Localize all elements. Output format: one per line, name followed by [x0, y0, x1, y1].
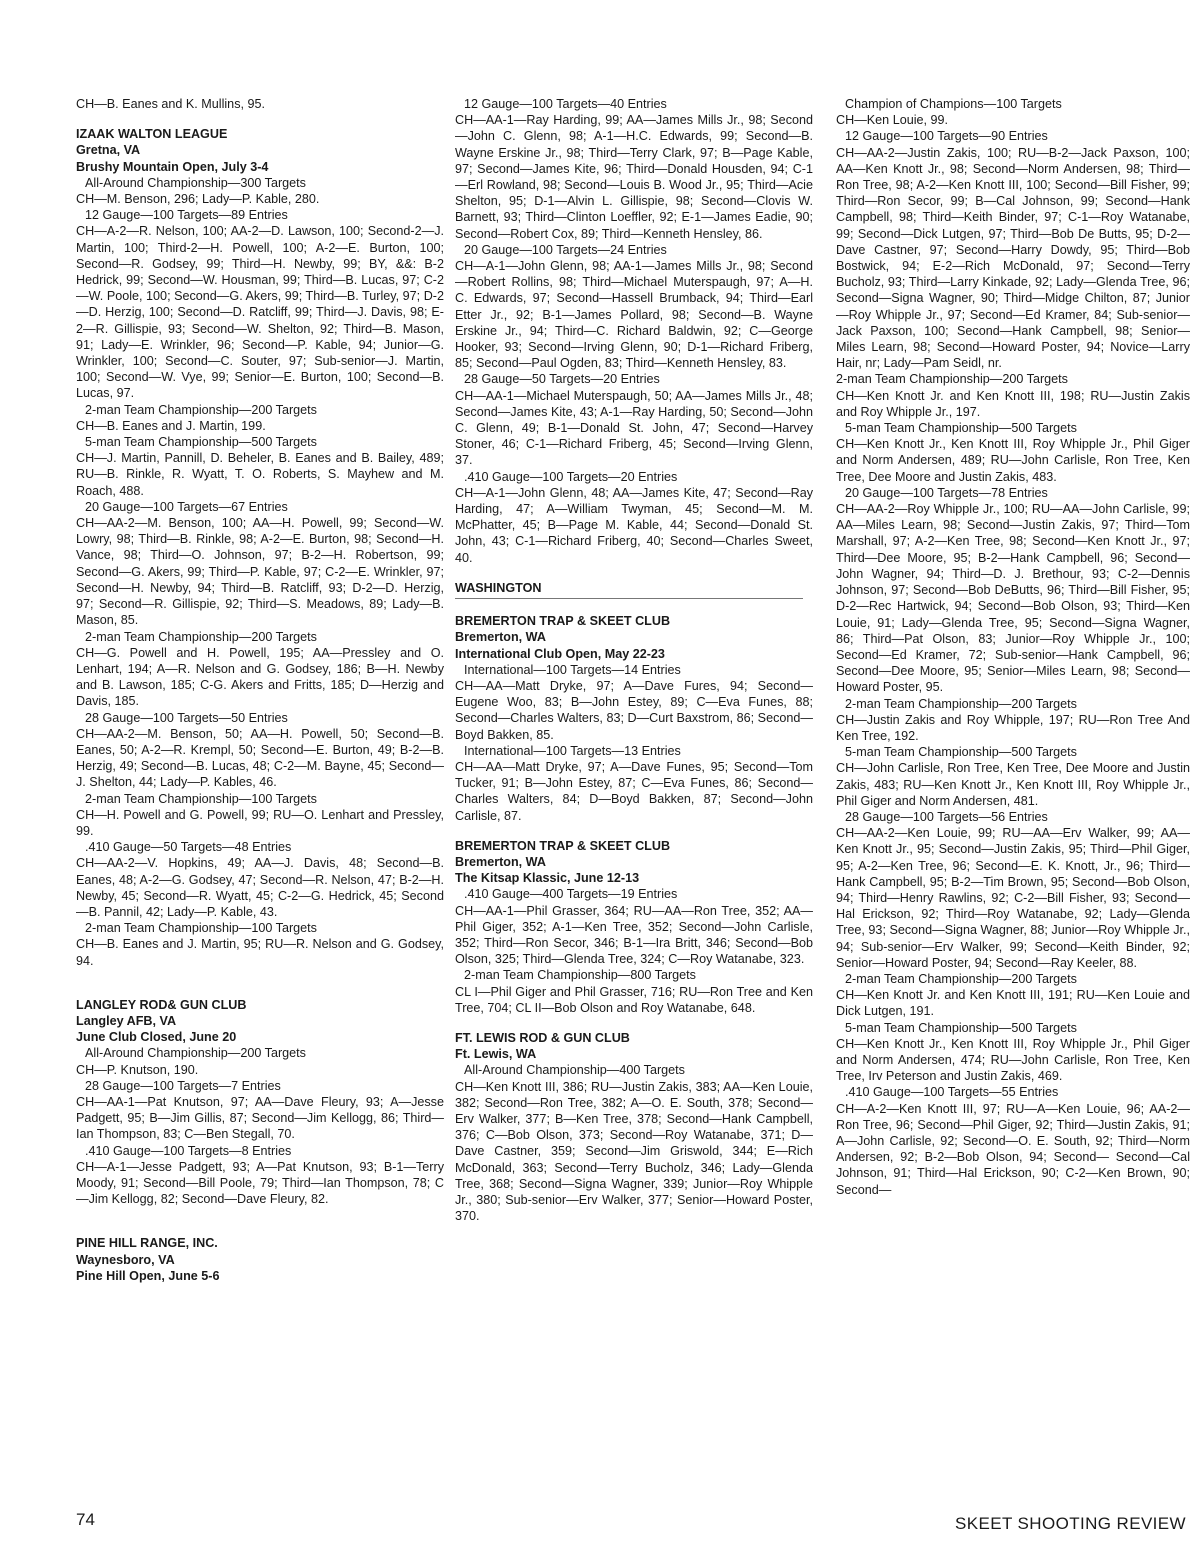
- results-paragraph: CH—AA-2—Roy Whipple Jr., 100; RU—AA—John Carlisle, 99; AA—Miles Learn, 98; Second—Justin Zakis, 97; Third—Tom Marshall, 97; A-2—Ken Tree, 98; Second—Ken Knott Jr., 97; Third—Dee Moore, 95; B-2—Hank Campbell, 96; Second—John Wagner, 94; Third—D. J. Brethour, 93; C-2—Dennis Johnson, 97; Second—Bob DeButts, 96; Third—Bill Fisher, 95; D-2—Rec Hartwick, 94; Second—Bob Olson, 93; Third—Ken Louie, 91; Lady—Glenda Tree, 95; Second—Signa Wagner, 86; Third—Pat Olson, 83; Junior—Roy Whipple Jr., 100; Second—Ed Kramer, 72; Sub-senior—Hank Campbell, 96; Second—Dee Moore, 95; Senior—Miles Learn, 98; Second—Howard Poster, 95.: [836, 502, 1190, 695]
- results-paragraph: CH—AA-1—Pat Knutson, 97; AA—Dave Fleury, 93; A—Jesse Padgett, 95; B—Jim Gillis, 87; Second—Jim Kellogg, 86; Third—Ian Thompson, 83; C—Ben Stegall, 70.: [76, 1094, 444, 1142]
- results-paragraph: 28 Gauge—100 Targets—50 Entries: [85, 710, 288, 725]
- results-paragraph: .410 Gauge—100 Targets—20 Entries: [464, 469, 678, 484]
- results-paragraph: CH—A-1—John Glenn, 48; AA—James Kite, 47; Second—Ray Harding, 47; A—William Twyman, 45; Second—M. M. McPhatter, 45; B—Page M. Kable, 44; Second—Donald St. John, 43; C-1—Richard Friberg, 40; Second—Charles Sweet, 40.: [455, 485, 813, 565]
- results-paragraph: CH—AA-1—Phil Grasser, 364; RU—AA—Ron Tree, 352; AA—Phil Giger, 352; A-1—Ken Tree, 352; Second—John Carlisle, 352; Third—Ron Secor, 346; B-1—Ira Britt, 346; Second—Bob Olson, 325; Third—Glenda Tree, 324; C—Roy Watanabe, 323.: [455, 903, 813, 967]
- results-paragraph: CH—B. Eanes and J. Martin, 95; RU—R. Nelson and G. Godsey, 94.: [76, 937, 444, 968]
- section-heading: Brushy Mountain Open, July 3-4: [76, 159, 269, 174]
- results-paragraph: CH—AA—Matt Dryke, 97; A—Dave Funes, 95; Second—Tom Tucker, 91; B—John Estey, 87; C—Eva Funes, 86; Second—Charles Walters, 84; D—Boyd Bakken, 87; Second—John Carlisle, 87.: [455, 759, 813, 823]
- results-paragraph: 28 Gauge—50 Targets—20 Entries: [464, 372, 660, 387]
- column-3: [836, 96, 1190, 1198]
- section-heading: The Kitsap Klassic, June 12-13: [455, 871, 640, 886]
- results-paragraph: 20 Gauge—100 Targets—24 Entries: [464, 242, 667, 257]
- results-paragraph: 20 Gauge—100 Targets—67 Entries: [85, 499, 288, 514]
- results-paragraph: 12 Gauge—100 Targets—89 Entries: [85, 208, 288, 223]
- column-1: [76, 96, 444, 1284]
- results-paragraph: CH—AA-1—Ray Harding, 99; AA—James Mills Jr., 98; Second—John C. Glenn, 98; A-1—H.C. Edwards, 99; Second—B. Wayne Erskine Jr., 98; Third—Terry Clark, 97; B—Page Kable, 97; Second—James Kite, 96; Third—Donald Housden, 94; C-1—Erl Rowland, 98; Second—Louis B. Wood Jr., 95; Third—Acie Shelton, 95; D-1—Alvin L. Gillispie, 98; Second—Clovis W. Barnett, 93; Third—Clinton Loeffler, 92; E-1—James Eadie, 90; Second—Robert Cox, 89; Third—Kenneth Hensley, 86.: [455, 113, 813, 241]
- spacer: [455, 824, 813, 838]
- spacer: [455, 599, 813, 613]
- spacer: [455, 566, 813, 580]
- results-paragraph: CH—A-2—Ken Knott III, 97; RU—A—Ken Louie, 96; AA-2—Ron Tree, 96; Second—Phil Giger, 92; Third—Justin Zakis, 91; A—John Carlisle, 92; Second—O. E. South, 92; Third—Norm Andersen, 92; B-2—Bob Olson, 94; Second— Second—Cal Johnson, 91; Third—Hal Erickson, 90; C-2—Ken Brown, 90; Second—: [836, 1101, 1190, 1197]
- results-paragraph: CH—AA—Matt Dryke, 97; A—Dave Fures, 94; Second—Eugene Woo, 83; B—John Estey, 89; C—Eva Funes, 88; Second—Charles Walters, 83; D—Curt Baxstrom, 86; Second—Boyd Bakken, 85.: [455, 678, 813, 742]
- results-paragraph: 12 Gauge—100 Targets—40 Entries: [464, 97, 667, 111]
- section-heading: BREMERTON TRAP & SKEET CLUB: [455, 614, 671, 629]
- results-paragraph: CH—Ken Louie, 99.: [836, 113, 949, 128]
- results-paragraph: 2-man Team Championship—200 Targets: [85, 629, 317, 644]
- results-paragraph: 2-man Team Championship—200 Targets: [836, 372, 1068, 387]
- results-paragraph: CH—AA-2—Ken Louie, 99; RU—AA—Erv Walker, 99; AA—Ken Knott Jr., 95; Second—Justin Zakis, 95; Third—Phil Giger, 95; A-2—Ken Tree, 96; Second—E. K. Knott, Jr., 96; Third—Hank Campbell, 95; B-2—Tim Brown, 95; Second—Bob Olson, 94; Third—Henry Rawlins, 92; C-2—Bill Fisher, 93; Second—Hal Erickson, 92; Third—Roy Watanabe, 92; Lady—Glenda Tree, 93; Second—Signa Wagner, 88; Junior—Roy Whipple Jr., 94; Sub-senior—Erv Walker, 99; Second—Keith Binder, 92; Senior—Howard Poster, 94; Second—Ray Keeler, 88.: [836, 826, 1190, 970]
- results-paragraph: CH—G. Powell and H. Powell, 195; AA—Pressley and O. Lenhart, 194; A—R. Nelson and G. Godsey, 186; B—H. Newby and B. Lawson, 185; C-G. Akers and Fritts, 185; D—Herzig and Davis, 185.: [76, 645, 444, 709]
- section-heading: International Club Open, May 22-23: [455, 646, 665, 661]
- section-heading: Gretna, VA: [76, 143, 141, 158]
- results-paragraph: CH—Justin Zakis and Roy Whipple, 197; RU—Ron Tree And Ken Tree, 192.: [836, 712, 1190, 743]
- section-heading: Ft. Lewis, WA: [455, 1047, 537, 1062]
- results-paragraph: CH—Ken Knott Jr., Ken Knott III, Roy Whipple Jr., Phil Giger and Norm Andersen, 474; RU—John Carlisle, Ron Tree, Ken Tree, Irv Peterson and Justin Zakis, 469.: [836, 1036, 1190, 1084]
- results-paragraph: All-Around Championship—400 Targets: [464, 1063, 685, 1078]
- results-paragraph: CL I—Phil Giger and Phil Grasser, 716; RU—Ron Tree and Ken Tree, 704; CL II—Bob Olson and Roy Watanabe, 648.: [455, 984, 813, 1015]
- results-paragraph: CH—John Carlisle, Ron Tree, Ken Tree, Dee Moore and Justin Zakis, 483; RU—Ken Knott Jr., Ken Knott III, Roy Whipple Jr., Phil Giger and Norm Andersen, 481.: [836, 761, 1190, 808]
- results-paragraph: 2-man Team Championship—100 Targets: [85, 791, 317, 806]
- results-paragraph: CH—Ken Knott Jr. and Ken Knott III, 191; RU—Ken Louie and Dick Lutgen, 191.: [836, 988, 1190, 1019]
- results-paragraph: .410 Gauge—50 Targets—48 Entries: [85, 840, 292, 855]
- section-heading: LANGLEY ROD& GUN CLUB: [76, 997, 247, 1012]
- spacer: [76, 1207, 444, 1235]
- results-paragraph: All-Around Championship—200 Targets: [85, 1046, 306, 1061]
- section-heading: PINE HILL RANGE, INC.: [76, 1236, 218, 1251]
- section-heading: Bremerton, WA: [455, 630, 546, 645]
- results-paragraph: CH—AA-2—M. Benson, 50; AA—H. Powell, 50; Second—B. Eanes, 50; A-2—R. Krempl, 50; Second—E. Burton, 49; B-2—B. Herzig, 49; Second—B. Lucas, 48; C-2—M. Bayne, 45; Second—J. Shelton, 44; Lady—P. Kables, 46.: [76, 726, 444, 790]
- section-heading: June Club Closed, June 20: [76, 1030, 237, 1045]
- results-paragraph: CH—A-2—R. Nelson, 100; AA-2—D. Lawson, 100; Second-2—J. Martin, 100; Third-2—H. Powell, 100; A-2—E. Burton, 100; Second—R. Godsey, 99; Third—H. Newby, 99; BY, &&: B-2 Hedrick, 99; Second—W. Housman, 99; Third—B. Lucas, 97; C-2—W. Poole, 100; Second—G. Akers, 99; Third—B. Turley, 97; D-2—D. Herzig, 100; Second—D. Ratcliff, 99; Third—J. Davis, 98; E-2—R. Gillispie, 93; Second—W. Shelton, 92; Third—B. Mason, 91; Lady—E. Wrinkler, 96; Second—P. Kable, 94; Junior—G. Wrinkler, 100; Second—C. Souter, 97; Sub-senior—J. Martin, 100; Second—W. Vye, 99; Senior—E. Burton, 100; Second—B. Lucas, 97.: [76, 224, 444, 401]
- results-paragraph: CH—Ken Knott Jr. and Ken Knott III, 198; RU—Justin Zakis and Roy Whipple Jr., 197.: [836, 388, 1190, 419]
- results-paragraph: CH—A-1—Jesse Padgett, 93; A—Pat Knutson, 93; B-1—Terry Moody, 91; Second—Bill Poole, 79; Third—Ian Thompson, 78; C—Jim Kellogg, 82; Second—Dave Fleury, 82.: [76, 1159, 444, 1207]
- results-paragraph: CH—J. Martin, Pannill, D. Beheler, B. Eanes and B. Bailey, 489; RU—B. Rinkle, R. Wyatt, T. O. Roberts, S. Mayhew and M. Roach, 488.: [76, 451, 444, 498]
- spacer: [76, 112, 444, 126]
- results-paragraph: 28 Gauge—100 Targets—7 Entries: [85, 1078, 281, 1093]
- results-paragraph: CH—B. Eanes and K. Mullins, 95.: [76, 97, 265, 111]
- results-paragraph: International—100 Targets—14 Entries: [464, 662, 681, 677]
- results-paragraph: 28 Gauge—100 Targets—56 Entries: [845, 809, 1048, 824]
- section-heading: Waynesboro, VA: [76, 1252, 175, 1267]
- section-heading: BREMERTON TRAP & SKEET CLUB: [455, 838, 671, 853]
- section-heading: Pine Hill Open, June 5-6: [76, 1268, 220, 1283]
- results-paragraph: CH—AA-2—Justin Zakis, 100; RU—B-2—Jack Paxson, 100; AA—Ken Knott Jr., 98; Second—Norm Andersen, 98; Third—Ron Tree, 98; A-2—Ken Knott III, 100; Second—Bill Fisher, 99; Third—Ron Secor, 99; B—Cal Johnson, 99; Second—Hank Campbell, 98; Third—Keith Binder, 97; C-1—Roy Watanabe, 99; Second—Dick Lutgen, 97; Third—Bob De Butts, 95; D-2—Dave Castner, 97; Second—Harry Dowdy, 95; Third—Bob Bostwick, 94; E-2—Rich McDonald, 97; Second—Terry Bucholz, 93; Third—Larry Kinkade, 92; Lady—Glenda Tree, 96; Second—Signa Wagner, 90; Third—Midge Chilton, 87; Junior—Roy Whipple Jr., 97; Second—Ed Kramer, 84; Sub-senior—Jack Paxson, 100; Second—Hank Campbell, 98; Senior—Miles Learn, 98; Second—Howard Poster, 94; Novice—Larry Hair, nr; Lady—Pam Seidl, nr.: [836, 145, 1190, 371]
- spacer: [455, 1016, 813, 1030]
- spacer: [76, 969, 444, 997]
- results-paragraph: 2-man Team Championship—200 Targets: [85, 402, 317, 417]
- section-heading: Langley AFB, VA: [76, 1013, 177, 1028]
- results-paragraph: International—100 Targets—13 Entries: [464, 743, 681, 758]
- results-paragraph: 12 Gauge—100 Targets—90 Entries: [845, 129, 1048, 144]
- results-paragraph: CH—P. Knutson, 190.: [76, 1062, 199, 1077]
- results-paragraph: Champion of Champions—100 Targets: [845, 97, 1062, 111]
- results-paragraph: CH—H. Powell and G. Powell, 99; RU—O. Lenhart and Pressley, 99.: [76, 807, 444, 838]
- results-paragraph: CH—A-1—John Glenn, 98; AA-1—James Mills Jr., 98; Second—Robert Rollins, 98; Third—Michael Muterspaugh, 97; A—H. C. Edwards, 97; Second—Hassell Brumback, 94; Third—Earl Etter Jr., 92; B-1—James Pollard, 98; Second—B. Wayne Erskine Jr., 94; Third—C. Richard Baldwin, 92; C—George Hooker, 93; Second—Irving Glenn, 90; D-1—Richard Friberg, 85; Second—Paul Ogden, 83; Third—Kenneth Hensley, 83.: [455, 259, 813, 371]
- state-heading: WASHINGTON: [455, 580, 803, 599]
- results-paragraph: CH—B. Eanes and J. Martin, 199.: [76, 418, 266, 433]
- results-paragraph: 2-man Team Championship—200 Targets: [845, 971, 1077, 986]
- section-heading: Bremerton, WA: [455, 854, 546, 869]
- results-paragraph: CH—Ken Knott III, 386; RU—Justin Zakis, 383; AA—Ken Louie, 382; Second—Ron Tree, 382; A—O. E. South, 378; Second—Erv Walker, 377; B—Ken Tree, 378; Second—Hank Campbell, 376; C—Bob Olson, 373; Second—Roy Watanabe, 371; D—Dave Castner, 359; Second—Jim Griswold, 344; E—Rich McDonald, 363; Second—Terry Bucholz, 346; Lady—Glenda Tree, 368; Second—Signa Wagner, 339; Junior—Roy Whipple Jr., 380; Sub-senior—Erv Walker, 377; Senior—Howard Poster, 370.: [455, 1079, 813, 1224]
- section-heading: IZAAK WALTON LEAGUE: [76, 127, 228, 142]
- results-paragraph: 5-man Team Championship—500 Targets: [845, 1020, 1077, 1035]
- publication-title: SKEET SHOOTING REVIEW: [954, 1514, 1186, 1533]
- column-2: [455, 96, 813, 1224]
- results-paragraph: All-Around Championship—300 Targets: [85, 175, 306, 190]
- results-paragraph: 2-man Team Championship—100 Targets: [85, 921, 317, 936]
- results-paragraph: .410 Gauge—100 Targets—55 Entries: [845, 1085, 1059, 1100]
- results-paragraph: CH—AA-2—M. Benson, 100; AA—H. Powell, 99; Second—W. Lowry, 98; Third—B. Rinkle, 98; A-2—E. Burton, 98; Second—H. Vance, 98; Third—O. Johnson, 97; B-2—H. Robertson, 99; Second—G. Akers, 99; Third—P. Kable, 97; C-2—E. Wrinkler, 97; Second—H. Newby, 94; Third—B. Ratcliff, 93; D-2—D. Herzig, 97; Second—R. Gillispie, 92; Third—S. Meadows, 89; Lady—B. Mason, 85.: [76, 516, 444, 628]
- results-paragraph: .410 Gauge—400 Targets—19 Entries: [464, 887, 678, 902]
- results-paragraph: 5-man Team Championship—500 Targets: [85, 435, 317, 450]
- results-paragraph: .410 Gauge—100 Targets—8 Entries: [85, 1143, 292, 1158]
- results-paragraph: 5-man Team Championship—500 Targets: [845, 745, 1077, 760]
- results-paragraph: 2-man Team Championship—200 Targets: [845, 696, 1077, 711]
- results-paragraph: CH—M. Benson, 296; Lady—P. Kable, 280.: [76, 192, 320, 207]
- results-paragraph: CH—Ken Knott Jr., Ken Knott III, Roy Whipple Jr., Phil Giger and Norm Andersen, 489; RU—John Carlisle, Ron Tree, Ken Tree, Dee Moore and Justin Zakis, 483.: [836, 437, 1190, 484]
- results-paragraph: 5-man Team Championship—500 Targets: [845, 421, 1077, 436]
- results-paragraph: 2-man Team Championship—800 Targets: [464, 968, 696, 983]
- results-paragraph: 20 Gauge—100 Targets—78 Entries: [845, 485, 1048, 500]
- page-number: 74: [76, 1510, 95, 1529]
- results-paragraph: CH—AA-2—V. Hopkins, 49; AA—J. Davis, 48; Second—B. Eanes, 48; A-2—G. Godsey, 47; Second—R. Nelson, 47; B-2—H. Newby, 45; Second—R. Wyatt, 45; C-2—G. Hedrick, 45; Second—B. Pannil, 42; Lady—P. Kable, 43.: [76, 856, 444, 919]
- results-paragraph: CH—AA-1—Michael Muterspaugh, 50; AA—James Mills Jr., 48; Second—James Kite, 43; A-1—Ray Harding, 50; Second—John C. Glenn, 49; B-1—Donald St. John, 47; Second—Harvey Stoner, 46; C-1—Richard Friberg, 45; Second—Irving Glenn, 37.: [455, 388, 813, 468]
- section-heading: FT. LEWIS ROD & GUN CLUB: [455, 1030, 630, 1045]
